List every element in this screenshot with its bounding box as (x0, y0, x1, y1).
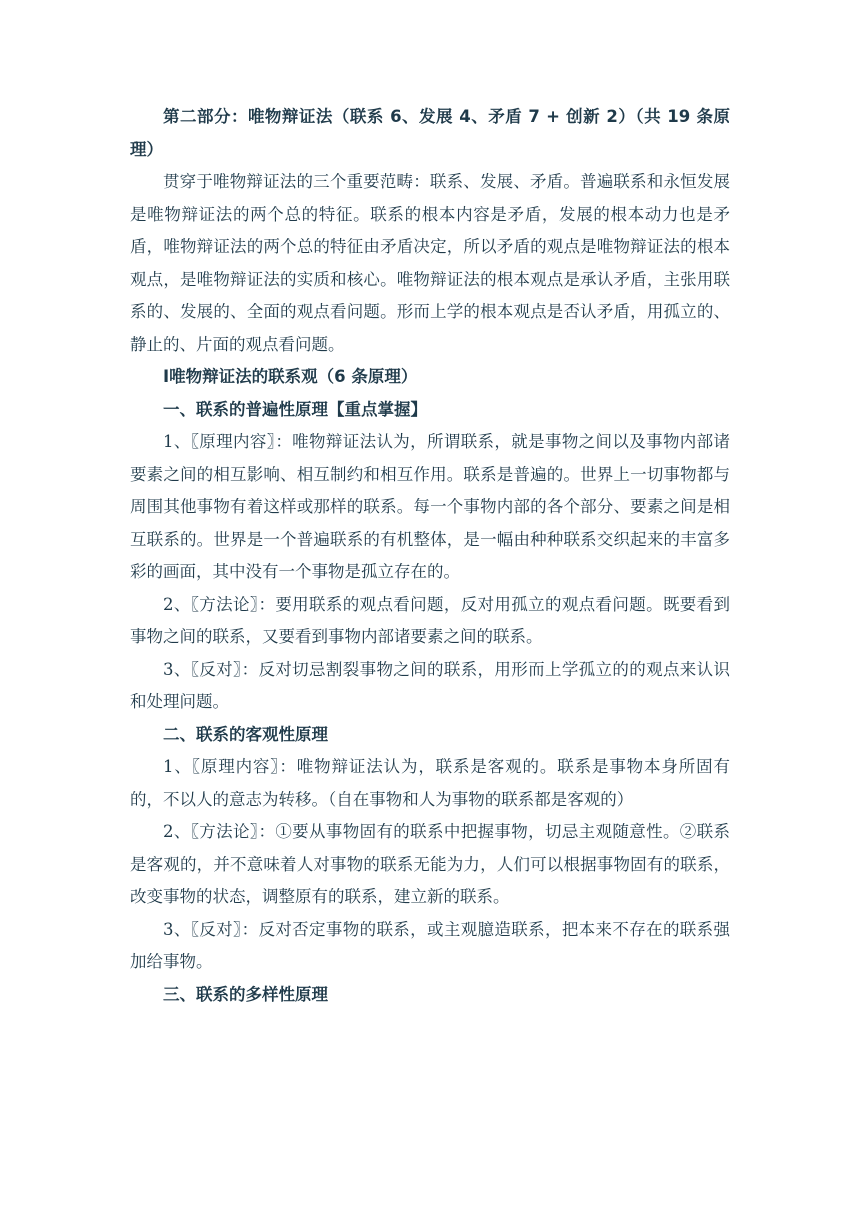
section-heading-1: 一、联系的普遍性原理【重点掌握】 (163, 399, 427, 419)
section-heading-2: 二、联系的客观性原理 (163, 724, 328, 744)
section-1-paragraph-2: 2、〖方法论〗：要用联系的观点看问题，反对用孤立的观点看问题。既要看到事物之间的联系，又要看到事物内部诸要素之间的联系。 (130, 594, 730, 646)
section-1-paragraph-1: 1、〖原理内容〗：唯物辩证法认为，所谓联系，就是事物之间以及事物内部诸要素之间的相互影响、相互制约和相互作用。联系是普遍的。世界上一切事物都与周围其他事物有着这样或那样的联系。每一个事物内部的各个部分、要素之间是相互联系的。世界是一个普遍联系的有机整体，是一幅由种种联系交织起来的丰富多彩的画面，其中没有一个事物是孤立存在的。 (130, 432, 730, 581)
document-title: 第二部分：唯物辩证法（联系 6、发展 4、矛盾 7 + 创新 2）（共 19 条原理） (130, 107, 730, 159)
intro-paragraph: 贯穿于唯物辩证法的三个重要范畴：联系、发展、矛盾。普遍联系和永恒发展是唯物辩证法的两个总的特征。联系的根本内容是矛盾，发展的根本动力也是矛盾，唯物辩证法的两个总的特征由矛盾决定，所以矛盾的观点是唯物辩证法的根本观点，是唯物辩证法的实质和核心。唯物辩证法的根本观点是承认矛盾，主张用联系的、发展的、全面的观点看问题。形而上学的根本观点是否认矛盾，用孤立的、静止的、片面的观点看问题。 (130, 172, 730, 354)
section-heading-3: 三、联系的多样性原理 (163, 984, 328, 1004)
part-heading: Ⅰ唯物辩证法的联系观（6 条原理） (163, 367, 418, 386)
section-2-paragraph-3: 3、〖反对〗：反对否定事物的联系，或主观臆造联系，把本来不存在的联系强加给事物。 (130, 919, 730, 971)
section-2-paragraph-1: 1、〖原理内容〗：唯物辩证法认为，联系是客观的。联系是事物本身所固有的，不以人的意志为转移。（自在事物和人为事物的联系都是客观的） (130, 757, 730, 809)
section-1-paragraph-3: 3、〖反对〗：反对切忌割裂事物之间的联系，用形而上学孤立的的观点来认识和处理问题。 (130, 659, 730, 711)
document-page (130, 100, 730, 1011)
section-2-paragraph-2: 2、〖方法论〗：①要从事物固有的联系中把握事物，切忌主观随意性。②联系是客观的，并不意味着人对事物的联系无能为力，人们可以根据事物固有的联系，改变事物的状态，调整原有的联系，建立新的联系。 (130, 822, 730, 906)
